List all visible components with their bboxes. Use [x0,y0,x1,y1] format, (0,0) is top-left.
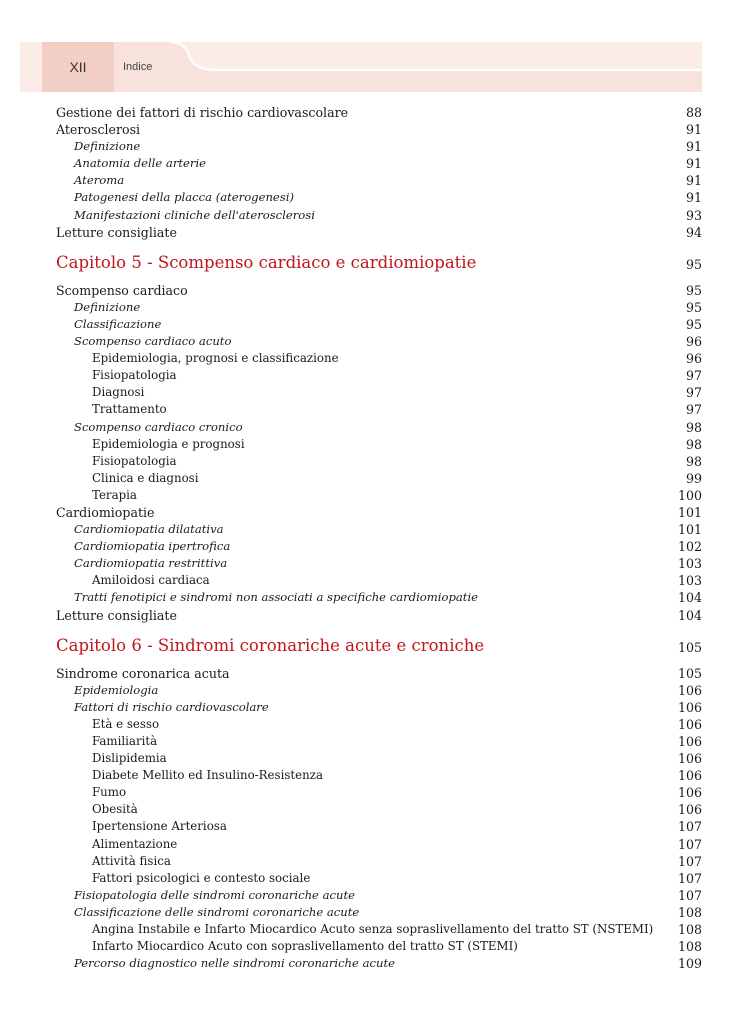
toc-entry [56,538,702,555]
toc-entry-page: 95 [685,282,702,298]
toc-entry [56,367,702,384]
toc-entry-page: 103 [677,556,702,572]
toc-entry-page: 101 [677,522,702,538]
toc-entry-title: Capitolo 5 - Scompenso cardiaco e cardiomiopatie [56,252,477,272]
toc-entry-page: 108 [677,939,702,955]
toc-entry-page: 106 [677,682,702,698]
toc-entry [56,767,702,784]
toc-entry-title: Ateroma [74,173,125,188]
toc-entry-title: Manifestazioni cliniche dell'aterosclerosi [74,207,315,222]
toc-entry-page: 106 [677,802,702,818]
toc-entry-title: Amiloidosi cardiaca [92,573,210,588]
toc-entry [56,955,702,972]
toc-entry-page: 91 [685,139,702,155]
toc-entry-page: 91 [685,156,702,172]
toc-entry-page: 106 [677,699,702,715]
toc-entry-title: Tratti fenotipici e sindromi non associati a specifiche cardiomiopatie [74,590,479,605]
toc-entry-page: 106 [677,751,702,767]
toc-entry-title: Percorso diagnostico nelle sindromi coronariche acute [74,956,395,971]
toc-entry-title: Clinica e diagnosi [92,470,199,485]
toc-entry [56,521,702,538]
toc-entry [56,487,702,504]
toc-entry-page: 98 [685,453,702,469]
toc-entry [56,350,702,367]
toc-entry [56,224,702,241]
toc-entry-title: Definizione [74,299,141,314]
page-header [20,42,702,92]
toc-entry-title: Letture consigliate [56,224,177,240]
toc-entry [56,333,702,350]
toc-entry [56,665,702,682]
toc-entry-page: 98 [685,419,702,435]
toc-entry-title: Diabete Mellito ed Insulino-Resistenza [92,768,323,783]
toc-entry [56,870,702,887]
toc-entry-title: Sindrome coronarica acuta [56,665,230,681]
toc-entry-page: 106 [677,734,702,749]
toc-entry [56,155,702,172]
toc-entry [56,716,702,733]
toc-entry-page: 95 [685,299,702,315]
toc-entry-title: Terapia [92,487,137,502]
toc-entry-page: 97 [685,368,702,384]
toc-entry-title: Ipertensione Arteriosa [92,819,227,834]
toc-entry [56,299,702,316]
toc-entry-title: Cardiomiopatia ipertrofica [74,539,231,554]
toc-entry [56,733,702,750]
toc-entry-title: Fattori psicologici e contesto sociale [92,870,311,885]
table-of-contents [56,104,702,972]
toc-entry [56,419,702,436]
toc-entry-page: 93 [685,207,702,223]
toc-entry [56,836,702,853]
toc-entry-title: Scompenso cardiaco cronico [74,419,243,434]
toc-entry [56,104,702,121]
toc-entry [56,904,702,921]
toc-entry [56,887,702,904]
toc-entry [56,436,702,453]
toc-entry-page: 88 [685,105,702,120]
toc-entry-page: 96 [685,334,702,350]
toc-entry [56,316,702,333]
toc-entry-page: 91 [685,122,702,138]
toc-entry-page: 104 [677,590,702,606]
toc-entry-title: Dislipidemia [92,751,167,766]
toc-entry-title: Cardiomiopatia restrittiva [74,556,228,571]
toc-entry-page: 108 [677,904,702,920]
toc-entry-title: Attività fisica [92,853,171,868]
toc-entry-page: 95 [685,316,702,332]
toc-entry-title: Angina Instabile e Infarto Miocardico Acuto senza sopraslivellamento del tratto ST (NSTEMI) [92,922,654,937]
toc-entry-page: 98 [685,436,702,452]
toc-entry [56,470,702,487]
toc-entry-page: 100 [677,487,702,503]
toc-entry-title: Diagnosi [92,385,145,400]
toc-entry [56,938,702,955]
section-title: Indice [123,61,153,73]
toc-entry [56,172,702,189]
toc-entry [56,401,702,418]
toc-entry-title: Patogenesi della placca (aterogenesi) [74,190,294,205]
toc-entry-title: Cardiomiopatia dilatativa [74,522,224,537]
toc-entry-title: Definizione [74,139,141,154]
toc-entry-title: Obesità [92,802,138,817]
toc-entry [56,207,702,224]
toc-entry-page: 107 [677,836,702,852]
toc-entry [56,555,702,572]
toc-entry-title: Cardiomiopatie [56,504,155,520]
toc-entry-page: 101 [677,504,702,520]
toc-entry-page: 107 [677,853,702,869]
toc-entry-page: 99 [685,470,702,486]
toc-entry-page: 106 [677,768,702,784]
toc-chapter-entry [56,624,702,661]
toc-entry [56,801,702,818]
toc-entry [56,784,702,801]
toc-entry-page: 105 [677,639,702,655]
toc-entry-title: Trattamento [92,402,167,417]
toc-entry-page: 106 [677,785,702,801]
toc-entry-page: 108 [677,922,702,938]
toc-entry [56,921,702,938]
toc-entry-title: Epidemiologia e prognosi [92,436,245,451]
toc-entry-title: Gestione dei fattori di rischio cardiovascolare [56,105,349,120]
toc-entry-page: 97 [685,402,702,418]
toc-chapter-entry [56,241,702,278]
toc-entry-page: 96 [685,351,702,367]
toc-entry-page: 94 [685,224,702,240]
toc-entry-page: 107 [677,887,702,903]
toc-entry-title: Classificazione [74,316,162,331]
toc-entry-title: Scompenso cardiaco acuto [74,334,232,349]
toc-entry-page: 107 [677,819,702,835]
toc-entry-title: Epidemiologia [74,682,159,697]
toc-entry-title: Classificazione delle sindromi coronariche acute [74,904,360,919]
toc-entry-page: 105 [677,665,702,681]
toc-entry [56,853,702,870]
toc-entry-title: Fattori di rischio cardiovascolare [74,699,269,714]
toc-entry-title: Capitolo 6 - Sindromi coronariche acute e croniche [56,635,485,655]
toc-entry [56,750,702,767]
toc-entry-title: Scompenso cardiaco [56,282,188,298]
toc-entry [56,384,702,401]
toc-entry-title: Anatomia delle arterie [74,156,207,171]
toc-entry [56,189,702,206]
toc-entry [56,282,702,299]
toc-entry-title: Età e sesso [92,716,160,731]
toc-entry [56,682,702,699]
toc-entry [56,572,702,589]
toc-entry-title: Fisiopatologia delle sindromi coronariche acute [74,887,356,902]
toc-entry-page: 91 [685,173,702,189]
toc-entry [56,699,702,716]
toc-entry [56,589,702,606]
toc-entry-page: 107 [677,870,702,886]
toc-entry [56,607,702,624]
toc-entry-title: Fisiopatologia [92,368,177,383]
toc-entry-title: Letture consigliate [56,607,177,623]
toc-entry-title: Infarto Miocardico Acuto con sopraslivellamento del tratto ST (STEMI) [92,939,518,954]
toc-entry-page: 103 [677,573,702,589]
toc-entry [56,121,702,138]
toc-entry-page: 109 [677,956,702,972]
page-number: XII [69,59,87,75]
toc-entry [56,818,702,835]
toc-entry [56,453,702,470]
toc-entry-page: 102 [677,539,702,555]
header-page-box [42,42,114,92]
toc-entry-page: 95 [685,256,702,272]
toc-entry-page: 91 [685,190,702,206]
toc-entry-page: 104 [677,607,702,623]
toc-entry [56,504,702,521]
toc-entry-title: Fisiopatologia [92,453,177,468]
toc-entry-page: 97 [685,385,702,401]
toc-entry-page: 106 [677,716,702,732]
toc-entry-title: Epidemiologia, prognosi e classificazione [92,351,339,366]
toc-entry-title: Alimentazione [92,836,178,851]
toc-entry-title: Familiarità [92,734,158,748]
toc-entry-title: Fumo [92,785,127,800]
toc-entry-title: Aterosclerosi [56,122,141,138]
toc-entry [56,138,702,155]
